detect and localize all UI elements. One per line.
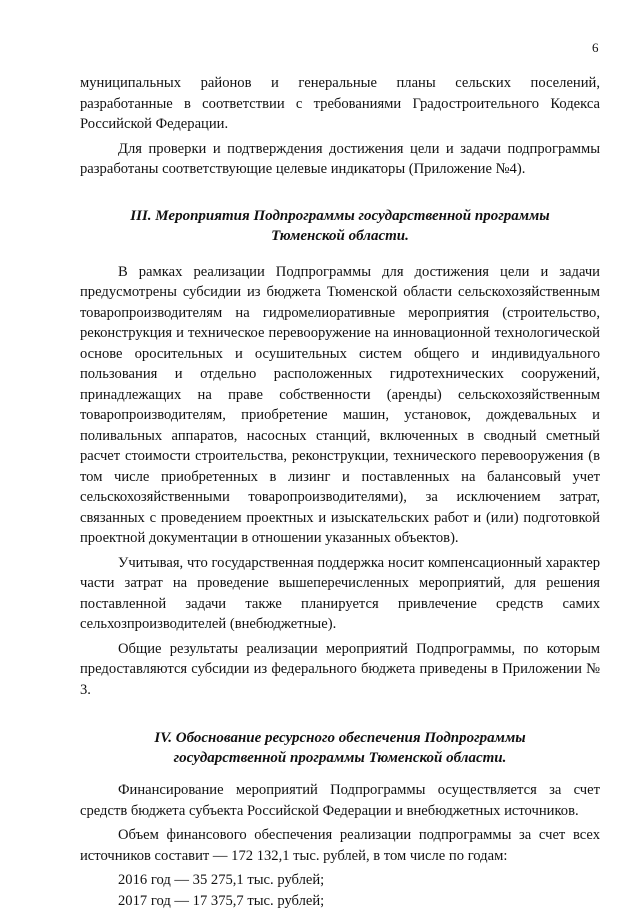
paragraph: Объем финансового обеспечения реализации подпрограммы за счет всех источников составит — 172 132,1 тыс. рублей, в том числе по годам: bbox=[80, 825, 600, 866]
section-heading-line: государственной программы Тюменской области. bbox=[80, 748, 600, 768]
paragraph: Для проверки и подтверждения достижения цели и задачи подпрограммы разработаны соответствующие целевые индикаторы (Приложение №4). bbox=[80, 139, 600, 180]
page-number: 6 bbox=[592, 40, 599, 56]
page-content bbox=[80, 73, 600, 911]
paragraph: муниципальных районов и генеральные планы сельских поселений, разработанные в соответствии с требованиями Градостроительного Кодекса Российской Федерации. bbox=[80, 73, 600, 135]
paragraph: В рамках реализации Подпрограммы для достижения цели и задачи предусмотрены субсидии из бюджета Тюменской области сельскохозяйственным товаропроизводителям на гидромелиоративные мероприятия (строительство, реконструкция и техническое перевооружение на инновационной технологической основе оросительных и осушительных систем общего и индивидуального пользования и отдельно расположенных гидротехнических сооружений, принадлежащих на праве собственности (аренды) сельскохозяйственным товаропроизводителям, приобретение машин, установок, дождевальных и поливальных аппаратов, насосных станций, включенных в сводный сметный расчет стоимости строительства, реконструкции, технического перевооружения (в том числе приобретенных в лизинг и поставленных на балансовый учет сельскохозяйственными товаропроизводителями), за исключением затрат, связанных с проведением проектных и изыскательских работ и (или) подготовкой проектной документации в отношении указанных объектов). bbox=[80, 262, 600, 549]
year-amount-line: 2016 год — 35 275,1 тыс. рублей; bbox=[80, 870, 600, 891]
section-heading-3 bbox=[80, 206, 600, 246]
paragraph: Финансирование мероприятий Подпрограммы осуществляется за счет средств бюджета субъекта Российской Федерации и внебюджетных источников. bbox=[80, 780, 600, 821]
section-heading-4 bbox=[80, 728, 600, 768]
section-heading-line: III. Мероприятия Подпрограммы государственной программы bbox=[80, 206, 600, 226]
year-amount-line: 2017 год — 17 375,7 тыс. рублей; bbox=[80, 891, 600, 911]
section-heading-line: Тюменской области. bbox=[80, 226, 600, 246]
paragraph: Общие результаты реализации мероприятий Подпрограммы, по которым предоставляются субсидии из федерального бюджета приведены в Приложении № 3. bbox=[80, 639, 600, 701]
paragraph: Учитывая, что государственная поддержка носит компенсационный характер части затрат на проведение вышеперечисленных мероприятий, для решения поставленной задачи также планируется привлечение средств самих сельхозпроизводителей (внебюджетные). bbox=[80, 553, 600, 635]
section-heading-line: IV. Обоснование ресурсного обеспечения Подпрограммы bbox=[80, 728, 600, 748]
